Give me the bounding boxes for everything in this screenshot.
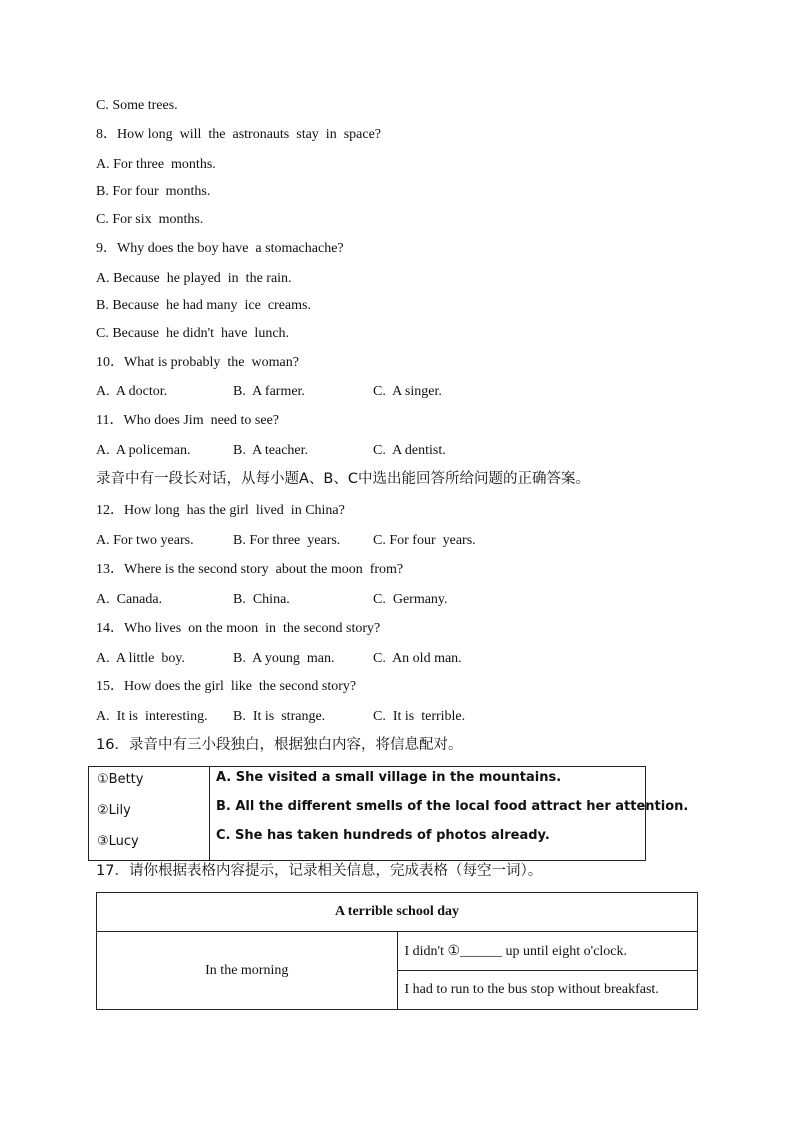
option-a: A. It is interesting. xyxy=(96,709,208,724)
option-b: B. A farmer. xyxy=(233,384,305,399)
question-9: 9．Why does the boy have a stomachache? xyxy=(96,241,344,256)
question-13: 13．Where is the second story about the moon from? xyxy=(96,562,404,577)
matching-table xyxy=(88,766,689,861)
option-b: B. China. xyxy=(233,592,290,607)
person-name: ②Lily xyxy=(97,803,131,818)
option-a: A. A little boy. xyxy=(96,651,185,666)
table-title: A terrible school day xyxy=(97,893,698,932)
question-12: 12．How long has the girl lived in China? xyxy=(96,503,345,518)
statement: A. She visited a small village in the mountains. xyxy=(216,770,562,785)
school-day-table xyxy=(96,892,698,1010)
option-a: A. For two years. xyxy=(96,533,194,548)
fill-in-blank-cell: I didn't ①______ up until eight o'clock. xyxy=(397,932,698,971)
names-cell xyxy=(89,767,210,861)
question-11: 11．Who does Jim need to see? xyxy=(96,413,279,428)
options-row xyxy=(96,442,446,460)
option-text: B. Because he had many ice creams. xyxy=(96,298,311,313)
question-8: 8．How long will the astronauts stay in space? xyxy=(96,127,382,142)
option-c: C. A dentist. xyxy=(373,443,446,458)
question-14: 14．Who lives on the moon in the second story? xyxy=(96,621,381,636)
option-text: C. Some trees. xyxy=(96,98,178,113)
question-16: 16．录音中有三小段独白，根据独白内容，将信息配对。 xyxy=(96,737,463,753)
person-name: ③Lucy xyxy=(97,834,139,849)
options-row xyxy=(96,532,476,550)
statement: B. All the different smells of the local food attract her attention. xyxy=(216,799,689,814)
option-b: B. A young man. xyxy=(233,651,335,666)
option-b: B. It is strange. xyxy=(233,709,326,724)
option-text: B. For four months. xyxy=(96,184,211,199)
person-name: ①Betty xyxy=(97,772,144,787)
option-c: C. It is terrible. xyxy=(373,709,466,724)
options-row xyxy=(96,708,465,726)
option-a: A. A policeman. xyxy=(96,443,191,458)
option-c: C. An old man. xyxy=(373,651,462,666)
option-text: A. For three months. xyxy=(96,157,216,172)
statements-cell xyxy=(210,767,689,861)
option-text: A. Because he played in the rain. xyxy=(96,271,292,286)
question-10: 10．What is probably the woman? xyxy=(96,355,299,370)
question-17: 17．请你根据表格内容提示，记录相关信息，完成表格（每空一词）。 xyxy=(96,863,543,879)
options-row xyxy=(96,383,442,401)
option-text: C. Because he didn't have lunch. xyxy=(96,326,290,341)
option-text: C. For six months. xyxy=(96,212,204,227)
option-b: B. A teacher. xyxy=(233,443,309,458)
option-a: A. Canada. xyxy=(96,592,163,607)
option-c: C. For four years. xyxy=(373,533,476,548)
section-instruction: 录音中有一段长对话，从每小题A、B、C中选出能回答所给问题的正确答案。 xyxy=(96,471,590,487)
options-row xyxy=(96,650,462,668)
row-label: In the morning xyxy=(97,932,398,1010)
table-cell: I had to run to the bus stop without breakfast. xyxy=(397,971,698,1010)
statement: C. She has taken hundreds of photos already. xyxy=(216,828,550,843)
question-15: 15．How does the girl like the second story? xyxy=(96,679,357,694)
option-a: A. A doctor. xyxy=(96,384,168,399)
option-c: C. A singer. xyxy=(373,384,442,399)
options-row xyxy=(96,591,448,609)
option-b: B. For three years. xyxy=(233,533,341,548)
option-c: C. Germany. xyxy=(373,592,448,607)
